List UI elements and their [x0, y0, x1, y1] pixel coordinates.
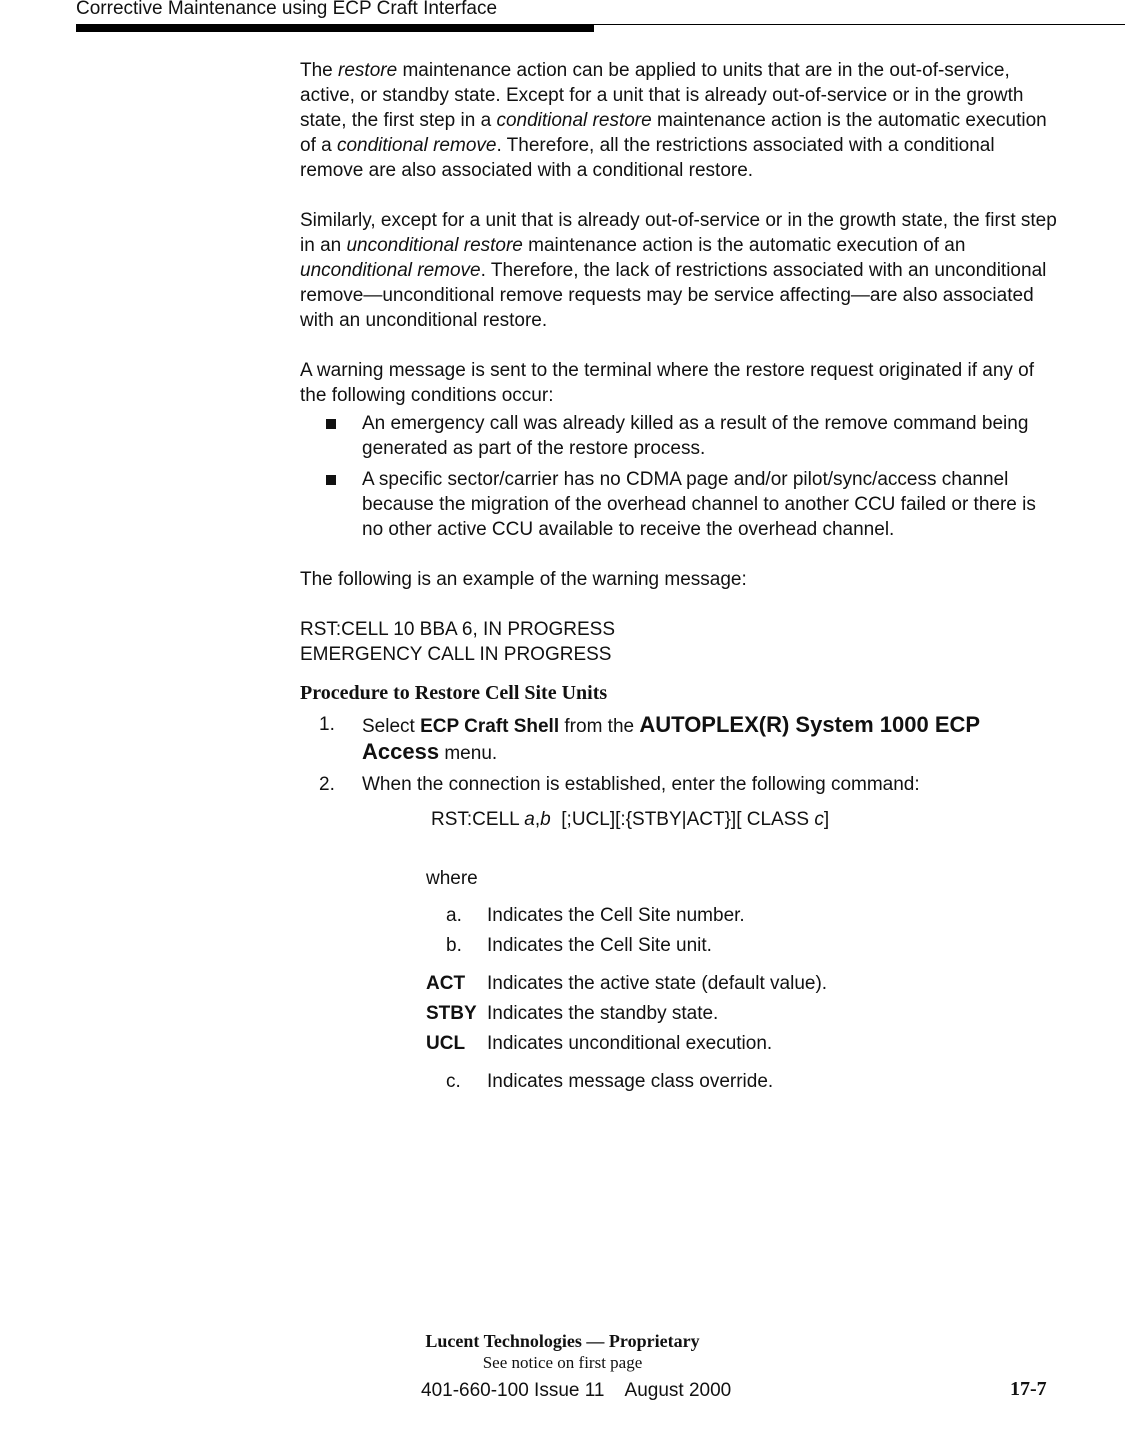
document-body	[300, 58, 1060, 1099]
text: . Therefore, the lack of restrictions associated with an unconditional remove—unconditional remove requests may be service affecting—are also associated with an unconditional restore.	[300, 260, 1047, 331]
example-line: EMERGENCY CALL IN PROGRESS	[300, 644, 612, 665]
term: conditional remove	[336, 135, 497, 156]
paragraph-restore-intro	[300, 58, 1060, 183]
text: . Therefore, all the restrictions associated with a conditional remove are also associated with a conditional restore.	[300, 135, 995, 181]
paragraph-unconditional	[300, 208, 1060, 333]
menu-name: AUTOPLEX(R) System 1000 ECP Access	[362, 712, 980, 764]
text: ]	[823, 809, 830, 830]
square-bullet-icon	[326, 475, 336, 485]
bullet-item	[300, 411, 1060, 461]
definition-row	[426, 1001, 1060, 1031]
bullet-text: A specific sector/carrier has no CDMA page and/or pilot/sync/access channel because the migration of the overhead channel to another CCU failed or there is no other active CCU available to receive the overhead channel.	[362, 469, 1036, 540]
term: unconditional restore	[346, 235, 523, 256]
text: ,	[534, 809, 541, 830]
definition-row	[426, 933, 1060, 963]
section-title: Procedure to Restore Cell Site Units	[300, 682, 608, 704]
paragraph-example-intro: The following is an example of the warning message:	[300, 569, 747, 590]
param: b	[540, 809, 551, 830]
footer-company: Lucent Technologies — Proprietary	[425, 1331, 700, 1351]
text: [;UCL][:{STBY|ACT}][ CLASS	[550, 809, 815, 830]
text: maintenance action is the automatic execution of a	[300, 110, 1047, 156]
definition-row	[426, 903, 1060, 933]
warning-example	[300, 617, 1060, 667]
definition-key: c.	[446, 1071, 461, 1092]
definition-row	[426, 971, 1060, 1001]
example-line: RST:CELL 10 BBA 6, IN PROGRESS	[300, 619, 616, 640]
step-number: 2.	[319, 774, 335, 795]
definition-text: Indicates message class override.	[487, 1071, 774, 1092]
term: restore	[338, 60, 398, 81]
definition-key: a.	[446, 905, 462, 926]
definition-key: ACT	[426, 973, 466, 994]
text: Select	[362, 716, 421, 737]
param: c	[814, 809, 824, 830]
footer-notice: See notice on first page	[482, 1353, 643, 1372]
square-bullet-icon	[326, 419, 336, 429]
definition-row	[426, 1069, 1060, 1099]
paragraph-warning: A warning message is sent to the terminal where the restore request originated if any of the following conditions occur:	[300, 360, 1035, 406]
definition-text: Indicates unconditional execution.	[487, 1033, 773, 1054]
text: menu.	[439, 743, 498, 764]
definition-text: Indicates the standby state.	[487, 1003, 719, 1024]
text: Similarly, except for a unit that is already out-of-service or in the growth state, the first step in an	[300, 210, 1057, 256]
header-rule-bar	[76, 24, 594, 32]
text: maintenance action can be applied to units that are in the out-of-service, active, or standby state. Except for a unit that is already out-of-service or in the growth state, the first step in a	[300, 60, 1024, 131]
bullet-item	[300, 467, 1060, 542]
bullet-text: An emergency call was already killed as a result of the remove command being generated as part of the restore process.	[362, 413, 1029, 459]
where-label: where	[426, 868, 478, 889]
footer-document-id: 401-660-100 Issue 11 August 2000	[421, 1380, 732, 1401]
text: The	[300, 60, 339, 81]
step-text: When the connection is established, enter the following command:	[362, 774, 920, 795]
page-number: 17-7	[1010, 1378, 1047, 1400]
text: maintenance action is the automatic execution of an	[522, 235, 966, 256]
header-title: Corrective Maintenance using ECP Craft Interface	[76, 0, 498, 19]
param: a	[524, 809, 535, 830]
menu-item-name: ECP Craft Shell	[420, 716, 560, 737]
step-number: 1.	[319, 714, 335, 735]
definition-text: Indicates the active state (default value).	[487, 973, 828, 994]
definition-key: STBY	[426, 1003, 477, 1024]
term: unconditional remove	[300, 260, 481, 281]
step-1	[300, 712, 1060, 766]
parameter-definitions	[426, 903, 1060, 1099]
definition-text: Indicates the Cell Site unit.	[487, 935, 712, 956]
term: conditional restore	[496, 110, 652, 131]
definition-row	[426, 1031, 1060, 1061]
definition-text: Indicates the Cell Site number.	[487, 905, 745, 926]
text: from the	[559, 716, 640, 737]
command-syntax	[431, 807, 1060, 832]
text: RST:CELL	[431, 809, 525, 830]
step-2	[300, 772, 1060, 797]
definition-key: b.	[446, 935, 462, 956]
definition-key: UCL	[426, 1033, 466, 1054]
